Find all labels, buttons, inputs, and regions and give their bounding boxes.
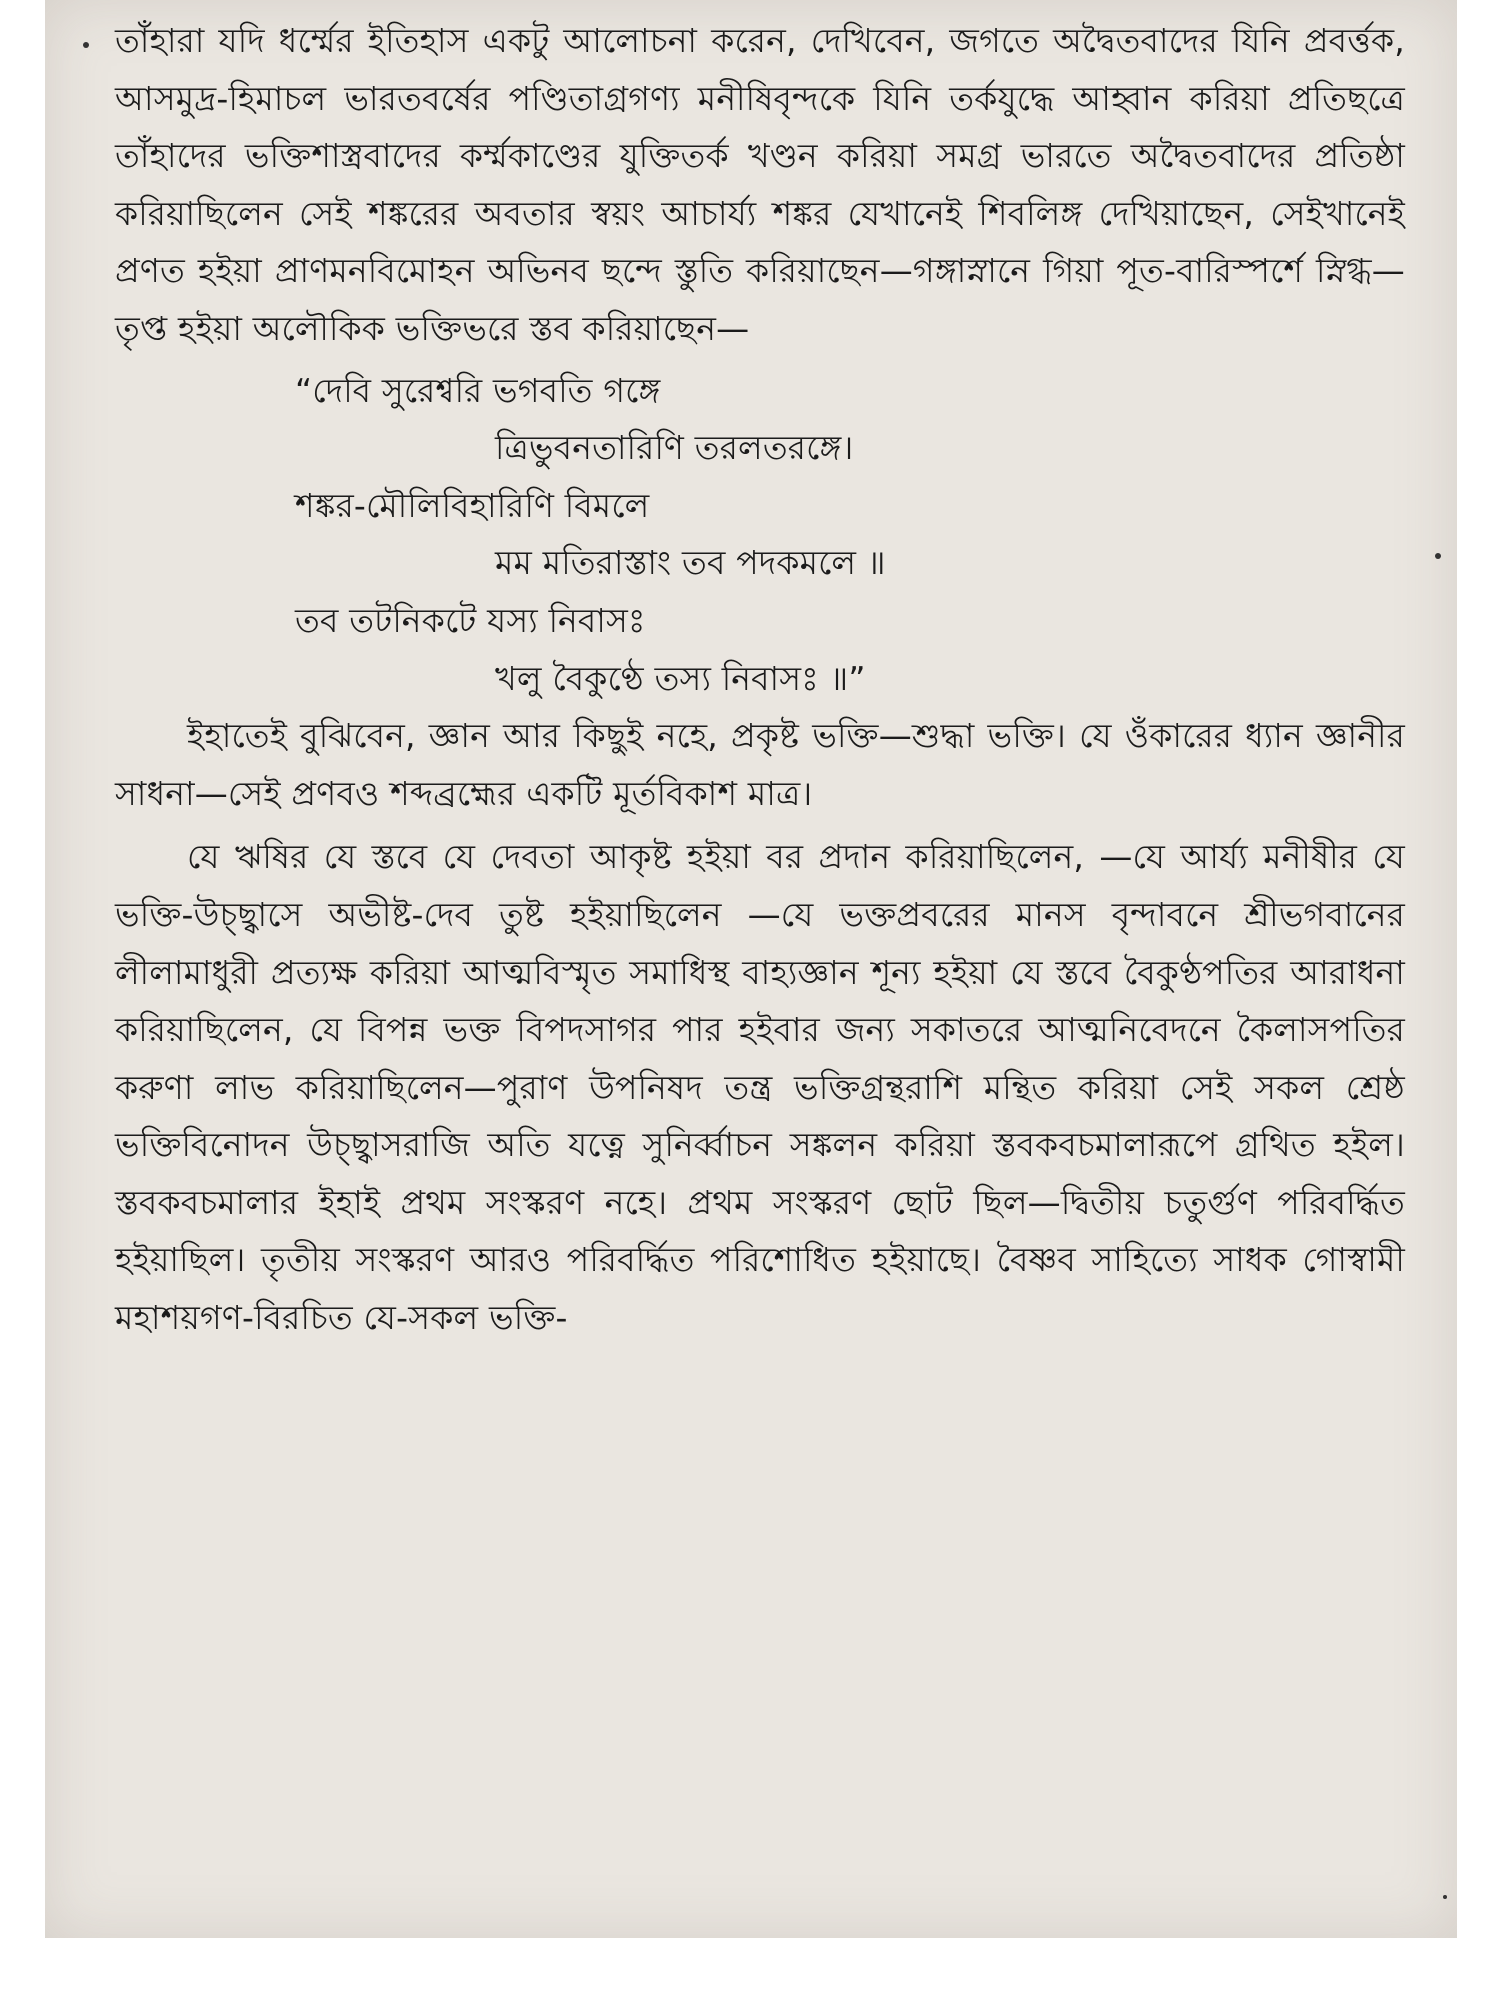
paragraph-collection — [115, 828, 1405, 1346]
verse-line: “দেবি সুরেশ্বরি ভগবতি গঙ্গে — [295, 370, 661, 410]
page-body — [115, 12, 1405, 1347]
verse-line: তব তটনিকটে যস্য নিবাসঃ — [295, 600, 646, 640]
sanskrit-verse — [115, 362, 1405, 708]
paragraph-collection-text: যে ঋষির যে স্তবে যে দেবতা আকৃষ্ট হইয়া বর প্রদান করিয়াছিলেন, —যে আর্য্য মনীষীর যে ভক্তি-উচ্ছ্বাসে অভীষ্ট-দেব তুষ্ট হইয়াছিলেন —যে ভক্তপ্রবরের মানস বৃন্দাবনে শ্রীভগবানের লীলামাধুরী প্রত্যক্ষ করিয়া আত্মবিস্মৃত সমাধিস্থ বাহ্যজ্ঞান শূন্য হইয়া যে স্তবে বৈকুণ্ঠপতির আরাধনা করিয়াছিলেন, যে বিপন্ন ভক্ত বিপদসাগর পার হইবার জন্য সকাতরে আত্মনিবেদনে কৈলাসপতির করুণা লাভ করিয়াছিলেন—পুরাণ উপনিষদ তন্ত্র ভক্তিগ্রন্থরাশি মন্থিত করিয়া সেই সকল শ্রেষ্ঠ ভক্তিবিনোদন উচ্ছ্বাসরাজি অতি যত্নে সুনির্ব্বাচন সঙ্কলন করিয়া স্তবকবচমালারূপে গ্রথিত হইল। স্তবকবচমালার ইহাই প্রথম সংস্করণ নহে। প্রথম সংস্করণ ছোট ছিল—দ্বিতীয় চতুর্গুণ পরিবর্দ্ধিত হইয়াছিল। তৃতীয় সংস্করণ আরও পরিবর্দ্ধিত পরিশোধিত হইয়াছে। বৈষ্ণব সাহিত্যে সাধক গোস্বামী মহাশয়গণ-বিরচিত যে-সকল ভক্তি- — [115, 837, 1405, 1338]
paragraph-knowledge-text: ইহাতেই বুঝিবেন, জ্ঞান আর কিছুই নহে, প্রকৃষ্ট ভক্তি—শুদ্ধা ভক্তি। যে ওঁকারের ধ্যান জ্ঞানীর সাধনা—সেই প্রণবও শব্দব্রহ্মের একটি মূর্তবিকাশ মাত্র। — [115, 716, 1405, 813]
scan-speck — [83, 42, 89, 48]
scan-speck — [1435, 553, 1441, 559]
verse-line: শঙ্কর-মৌলিবিহারিণি বিমলে — [295, 485, 650, 525]
verse-line: খলু বৈকুণ্ঠে তস্য নিবাসঃ ॥” — [495, 658, 866, 698]
verse-line: মম মতিরাস্তাং তব পদকমলে ॥ — [495, 543, 886, 583]
scan-speck — [1443, 1895, 1447, 1899]
paragraph-intro: তাঁহারা যদি ধর্ম্মের ইতিহাস একটু আলোচনা করেন, দেখিবেন, জগতে অদ্বৈতবাদের যিনি প্রবর্ত্তক, আসমুদ্র-হিমাচল ভারতবর্ষের পণ্ডিতাগ্রগণ্য মনীষিবৃন্দকে যিনি তর্কযুদ্ধে আহ্বান করিয়া প্রতিছত্রে তাঁহাদের ভক্তিশাস্ত্রবাদের কর্ম্মকাণ্ডের যুক্তিতর্ক খণ্ডন করিয়া সমগ্র ভারতে অদ্বৈতবাদের প্রতিষ্ঠা করিয়াছিলেন সেই শঙ্করের অবতার স্বয়ং আচার্য্য শঙ্কর যেখানেই শিবলিঙ্গ দেখিয়াছেন, সেইখানেই প্রণত হইয়া প্রাণমনবিমোহন অভিনব ছন্দে স্তুতি করিয়াছেন—গঙ্গাস্নানে গিয়া পূত-বারিস্পর্শে স্নিগ্ধ—তৃপ্ত হইয়া অলৌকিক ভক্তিভরে স্তব করিয়াছেন— — [115, 21, 1405, 348]
verse-line: ত্রিভুবনতারিণি তরলতরঙ্গে। — [495, 428, 854, 468]
paragraph-knowledge — [115, 707, 1405, 822]
scanned-page — [45, 0, 1457, 1938]
